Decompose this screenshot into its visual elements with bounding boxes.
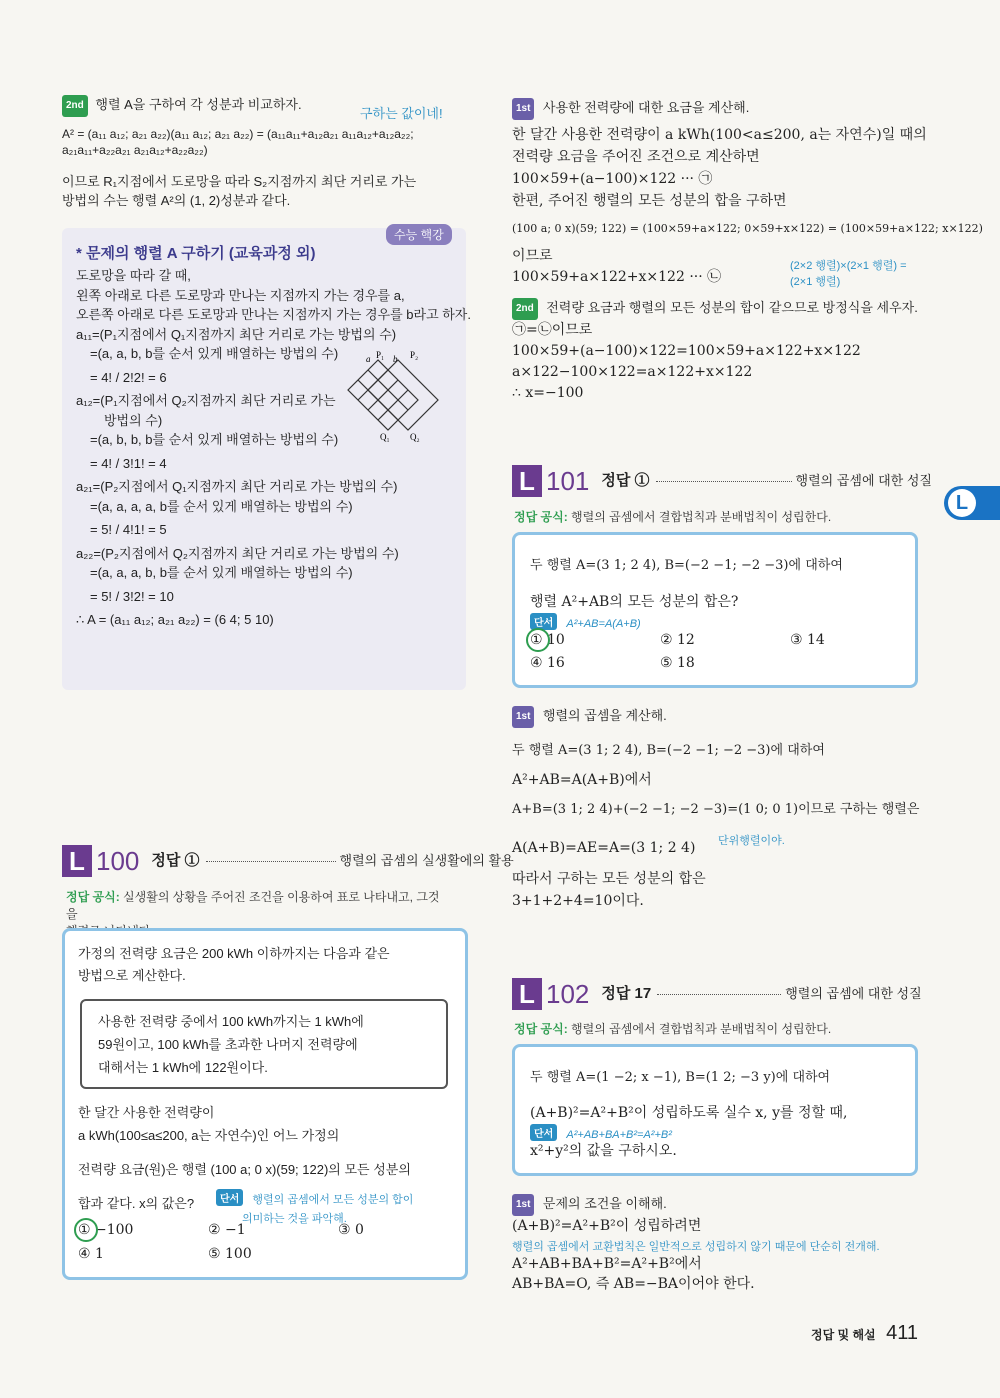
- answer-label: 정답 ①: [151, 852, 200, 869]
- sol-line: A²+AB=A(A+B)에서: [512, 772, 652, 788]
- tip-label: 정답 공식:: [514, 510, 568, 524]
- s1-line: 100×59+(a−100)×122 ··· ㉠: [512, 171, 713, 187]
- note-line: 도로망을 따라 갈 때,: [76, 268, 191, 283]
- choice-5[interactable]: ⑤ 100: [208, 1246, 252, 1262]
- problem-100-header: [62, 845, 514, 877]
- page-footer: [811, 1322, 918, 1345]
- q100-line-5: 전력량 요금(원)은 행렬 (100 a; 0 x)(59; 122)의 모든 성분의: [78, 1162, 411, 1177]
- hint-badge: 단서: [530, 1124, 557, 1141]
- p102-sol-line-2: A²+AB+BA+B²=A²+B²에서: [512, 1256, 702, 1272]
- step-badge: 2nd: [512, 298, 538, 320]
- p102-s1-heading-row: [512, 1194, 667, 1216]
- problem-topic: 행렬의 곱셈에 대한 성질: [785, 986, 922, 1001]
- answer-formula-tip: [514, 1020, 831, 1037]
- page-number: 411: [886, 1322, 918, 1344]
- choice-2[interactable]: ② −1: [208, 1222, 246, 1238]
- tip-text: 행렬의 곱셈에서 결합법칙과 분배법칙이 성립한다.: [571, 510, 832, 524]
- condition-line-1: 사용한 전력량 중에서 100 kWh까지는 1 kWh에: [98, 1014, 364, 1029]
- note-title: * 문제의 행렬 A 구하기 (교육과정 외): [76, 245, 316, 262]
- problem-number: 101: [546, 466, 590, 496]
- hint-badge: 단서: [216, 1189, 243, 1206]
- answer-formula-tip: [514, 508, 831, 525]
- note-line: a₂₂=(P₂지점에서 Q₂지점까지 최단 거리로 가는 방법의 수): [76, 545, 399, 561]
- s1-heading: 사용한 전력량에 대한 요금을 계산해.: [542, 100, 750, 115]
- note-line: 방법의 수): [104, 412, 163, 428]
- sol2-note: 구하는 값이네!: [360, 106, 443, 121]
- q100-line-4: a kWh(100≤a≤200, a는 자연수)인 어느 가정의: [78, 1128, 340, 1143]
- step-badge: 1st: [512, 1194, 534, 1216]
- sol2-text-1: 이므로 R₁지점에서 도로망을 따라 S₂지점까지 최단 거리로 가는: [62, 174, 417, 189]
- note-line: =(a, b, b, b를 순서 있게 배열하는 방법의 수): [90, 432, 339, 447]
- sol2-heading: 행렬 A을 구하여 각 성분과 비교하자.: [95, 97, 302, 112]
- q101-line-1: 두 행렬 A=(3 1; 2 4), B=(−2 −1; −2 −3)에 대하여: [530, 558, 843, 573]
- tip-label: 정답 공식:: [514, 1022, 568, 1036]
- choice-4[interactable]: ④ 16: [530, 655, 565, 671]
- problem-code: L: [62, 845, 92, 877]
- condition-line-2: 59원이고, 100 kWh를 초과한 나머지 전력량에: [98, 1037, 358, 1052]
- step-badge: 2nd: [62, 95, 88, 117]
- note-line: = 5! / 3!2! = 10: [90, 588, 174, 604]
- dot-leader: [657, 994, 781, 995]
- answer-label: 정답 ①: [601, 472, 650, 489]
- side-tab-letter: L: [948, 489, 976, 517]
- problem-topic: 행렬의 곱셈의 실생활에의 활용: [339, 853, 514, 868]
- q102-line-1: 두 행렬 A=(1 −2; x −1), B=(1 2; −3 y)에 대하여: [530, 1070, 831, 1085]
- choice-2[interactable]: ② 12: [660, 632, 695, 648]
- s2-line: ㉠=㉡이므로: [512, 322, 593, 338]
- choice-4[interactable]: ④ 1: [78, 1246, 104, 1262]
- sol-line: A(A+B)=AE=A=(3 1; 2 4): [512, 840, 696, 856]
- q100-line-1: 가정의 전력량 요금은 200 kWh 이하까지는 다음과 같은: [78, 946, 390, 961]
- problem-code: L: [512, 465, 542, 497]
- problem-number: 102: [546, 979, 590, 1009]
- diagram-label-q2: Q₂: [410, 432, 420, 442]
- diagram-label-p2: P₂: [410, 350, 419, 360]
- problem-code: L: [512, 978, 542, 1010]
- sol2-text-2: 방법의 수는 행렬 A²의 (1, 2)성분과 같다.: [62, 193, 291, 208]
- choice-3[interactable]: ③ 14: [790, 632, 825, 648]
- note-line: 왼쪽 아래로 다른 도로망과 만나는 지점까지 가는 경우를 a,: [76, 287, 405, 303]
- q102-line-3: x²+y²의 값을 구하시오.: [530, 1143, 677, 1159]
- dot-leader: [656, 481, 792, 482]
- choice-5[interactable]: ⑤ 18: [660, 655, 695, 671]
- p102-sol-line-1: (A+B)²=A²+B²이 성립하려면: [512, 1218, 702, 1234]
- problem-102-header: [512, 978, 922, 1010]
- p101-sol-lines: [512, 734, 919, 912]
- step-badge: 1st: [512, 706, 534, 728]
- choice-1[interactable]: ① −100: [78, 1222, 134, 1238]
- tip-label: 정답 공식:: [66, 890, 120, 904]
- p102-s1-heading: 문제의 조건을 이해해.: [542, 1196, 667, 1211]
- choice-1[interactable]: ① 10: [530, 632, 565, 648]
- footer-label: 정답 및 해설: [811, 1328, 876, 1342]
- sol-line: 두 행렬 A=(3 1; 2 4), B=(−2 −1; −2 −3)에 대하여: [512, 743, 825, 758]
- q102-line-2: (A+B)²=A²+B²이 성립하도록 실수 x, y를 정할 때,: [530, 1105, 848, 1121]
- s2-heading: 전력량 요금과 행렬의 모든 성분의 합이 같으므로 방정식을 세우자.: [546, 300, 918, 315]
- note-line: 오른쪽 아래로 다른 도로망과 만나는 지점까지 가는 경우를 b라고 하자.: [76, 307, 471, 322]
- sol-line: 따라서 구하는 모든 성분의 합은: [512, 871, 706, 887]
- diagram-label-a: a: [366, 354, 371, 364]
- q101-line-2: 행렬 A²+AB의 모든 성분의 합은?: [530, 594, 739, 610]
- s1-line: (100 a; 0 x)(59; 122) = (100×59+a×122; 0×59+x×122) = (100×59+a×122; x×122): [512, 222, 983, 235]
- note-line: ∴ A = (a₁₁ a₁₂; a₂₁ a₂₂) = (6 4; 5 10): [76, 612, 274, 627]
- hint-note: [530, 1123, 672, 1142]
- sol-line: 3+1+2+4=10이다.: [512, 893, 644, 909]
- s1-lines: [512, 124, 983, 288]
- note-line: a₁₁=(P₁지점에서 Q₁지점까지 최단 거리로 가는 방법의 수): [76, 326, 397, 342]
- p102-sol-line-3: AB+BA=O, 즉 AB=−BA이어야 한다.: [512, 1276, 755, 1292]
- answer-mark-circle: [74, 1218, 98, 1242]
- q100-line-2: 방법으로 계산한다.: [78, 968, 186, 983]
- hint-badge: 단서: [530, 613, 557, 630]
- note-line: = 5! / 4!1! = 5: [90, 522, 167, 537]
- section-side-tab[interactable]: [944, 486, 1000, 520]
- diagram-label-q1: Q₁: [380, 432, 390, 442]
- s2-lines: [512, 320, 861, 404]
- p101-s1-heading: 행렬의 곱셈을 계산해.: [542, 708, 667, 723]
- tip-text-1: 실생활의 상황을 주어진 조건을 이용하여 표로 나타내고, 그것을: [66, 890, 440, 921]
- s1-line: 한 달간 사용한 전력량이 a kWh(100<a≤200, a는 자연수)일 때의: [512, 127, 927, 143]
- s1-note: (2×2 행렬)×(2×1 행렬) =(2×1 행렬): [790, 260, 907, 288]
- hint-text-1: 행렬의 곱셈에서 모든 성분의 합이: [252, 1194, 414, 1206]
- answer-label: 정답 17: [601, 985, 652, 1002]
- answer-mark-circle: [526, 628, 550, 652]
- p102-sol-note: 행렬의 곱셈에서 교환법칙은 일반적으로 성립하지 않기 때문에 단순히 전개해.: [512, 1241, 880, 1253]
- diagram-label-b: b: [393, 354, 398, 364]
- p101-s1-heading-row: [512, 706, 667, 728]
- condition-line-3: 대해서는 1 kWh에 122원이다.: [98, 1060, 268, 1075]
- note-line: =(a, a, a, b, b를 순서 있게 배열하는 방법의 수): [90, 565, 353, 580]
- s1-line: 100×59+a×122+x×122 ··· ㉡: [512, 269, 722, 285]
- tip-text: 행렬의 곱셈에서 결합법칙과 분배법칙이 성립한다.: [571, 1022, 832, 1036]
- note-line: = 4! / 3!1! = 4: [90, 455, 167, 471]
- note-line: a₁₂=(P₁지점에서 Q₂지점까지 최단 거리로 가는: [76, 393, 336, 408]
- q100-line-3: 한 달간 사용한 전력량이: [78, 1105, 215, 1120]
- note-line: = 4! / 2!2! = 6: [90, 369, 167, 385]
- note-lines: [76, 266, 471, 630]
- p101-sol-note: 단위행렬이야.: [718, 835, 785, 847]
- s1-line: 한편, 주어진 행렬의 모든 성분의 합을 구하면: [512, 193, 787, 209]
- s2-line: a×122−100×122=a×122+x×122: [512, 364, 753, 380]
- diagram-label-p1: P₁: [376, 350, 385, 360]
- sol-line: A+B=(3 1; 2 4)+(−2 −1; −2 −3)=(1 0; 0 1)이므로 구하는 행렬은: [512, 802, 920, 817]
- sol2-heading-row: [62, 95, 302, 117]
- hint-text-2: 의미하는 것을 파악해.: [242, 1213, 347, 1225]
- s1-line: 전력량 요금을 주어진 조건으로 계산하면: [512, 149, 760, 165]
- s2-line: ∴ x=−100: [512, 385, 584, 401]
- hint-text: A²+AB=A(A+B): [566, 618, 641, 630]
- hint-text: A²+AB+BA+B²=A²+B²: [566, 1129, 672, 1141]
- note-line: a₂₁=(P₂지점에서 Q₁지점까지 최단 거리로 가는 방법의 수): [76, 479, 398, 494]
- sol2-matrix-eq: A² = (a₁₁ a₁₂; a₂₁ a₂₂)(a₁₁ a₁₂; a₂₁ a₂₂) = (a₁₁a₁₁+a₁₂a₂₁ a₁₁a₁₂+a₁₂a₂₂; a₂₁a₁₁+a₂₂a₂₁ a₂₁a₁₂+a₂₂a₂₂): [62, 127, 414, 157]
- note-tag: 수능 핵강: [386, 224, 452, 245]
- q100-line-6: 합과 같다. x의 값은?: [78, 1196, 195, 1211]
- choice-3[interactable]: ③ 0: [338, 1222, 364, 1238]
- hint-note: [216, 1188, 413, 1226]
- s1-heading-row: [512, 98, 749, 120]
- problem-number: 100: [96, 846, 140, 876]
- note-line: =(a, a, a, a, b를 순서 있게 배열하는 방법의 수): [90, 498, 353, 514]
- step-badge: 1st: [512, 98, 534, 120]
- dot-leader: [206, 861, 336, 862]
- s1-line: 이므로: [512, 248, 553, 264]
- s2-heading-row: [512, 298, 918, 320]
- road-grid-diagram: [338, 350, 448, 442]
- problem-101-header: [512, 465, 932, 497]
- note-line: =(a, a, b, b를 순서 있게 배열하는 방법의 수): [90, 346, 339, 361]
- problem-topic: 행렬의 곱셈에 대한 성질: [795, 473, 932, 488]
- s2-line: 100×59+(a−100)×122=100×59+a×122+x×122: [512, 343, 861, 359]
- hint-note: [530, 612, 641, 631]
